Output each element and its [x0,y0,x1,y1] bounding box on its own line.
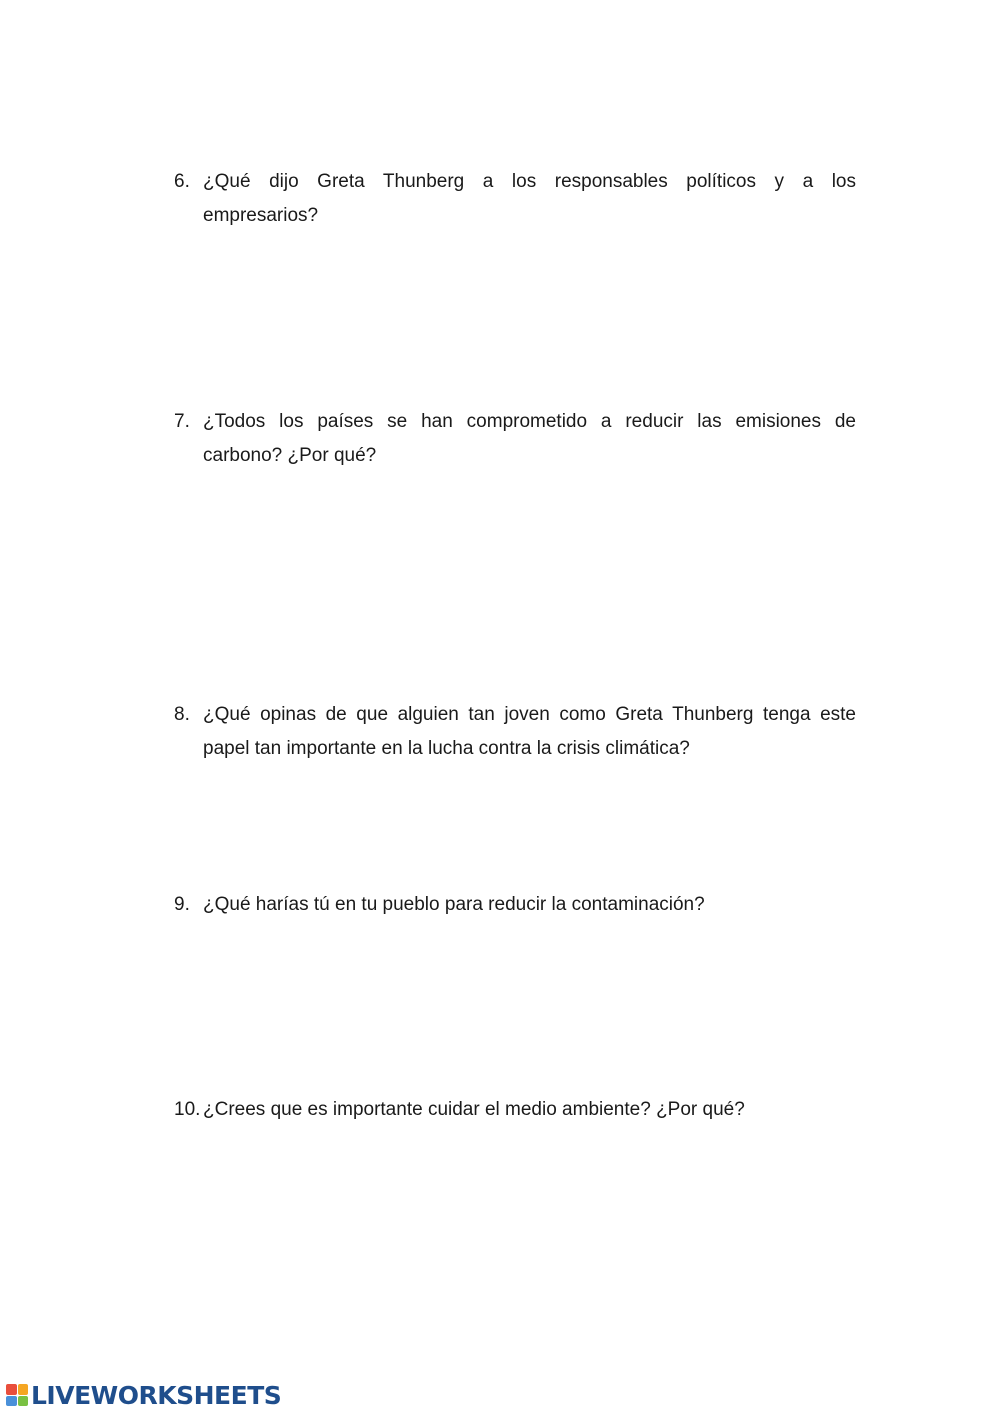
question-number: 10. [174,1099,201,1120]
liveworksheets-logo[interactable] [6,1380,281,1410]
question-text-line: ¿Qué opinas de que alguien tan joven como Greta Thunberg tenga este [203,704,856,725]
question-6 [174,165,856,233]
question-text: ¿Crees que es importante cuidar el medio ambiente? ¿Por qué? [203,1099,745,1120]
question-text-line: ¿Qué dijo Greta Thunberg a los responsables políticos y a los [203,171,856,192]
question-text [203,698,856,766]
question-text-line: empresarios? [203,205,319,226]
question-text [203,405,856,473]
question-number: 7. [174,411,190,432]
question-number: 9. [174,894,190,915]
question-9 [174,888,856,922]
question-10 [174,1093,856,1127]
question-text-line: carbono? ¿Por qué? [203,445,377,466]
question-8 [174,698,856,766]
question-text-line: papel tan importante en la lucha contra la crisis climática? [203,738,690,759]
question-7 [174,405,856,473]
question-text-line: ¿Todos los países se han comprometido a reducir las emisiones de [203,411,856,432]
logo-text: LIVEWORKSHEETS [31,1380,282,1410]
question-number: 6. [174,171,190,192]
liveworksheets-logo-icon [6,1384,28,1406]
question-text [203,165,856,233]
question-number: 8. [174,704,190,725]
question-text: ¿Qué harías tú en tu pueblo para reducir la contaminación? [203,894,705,915]
